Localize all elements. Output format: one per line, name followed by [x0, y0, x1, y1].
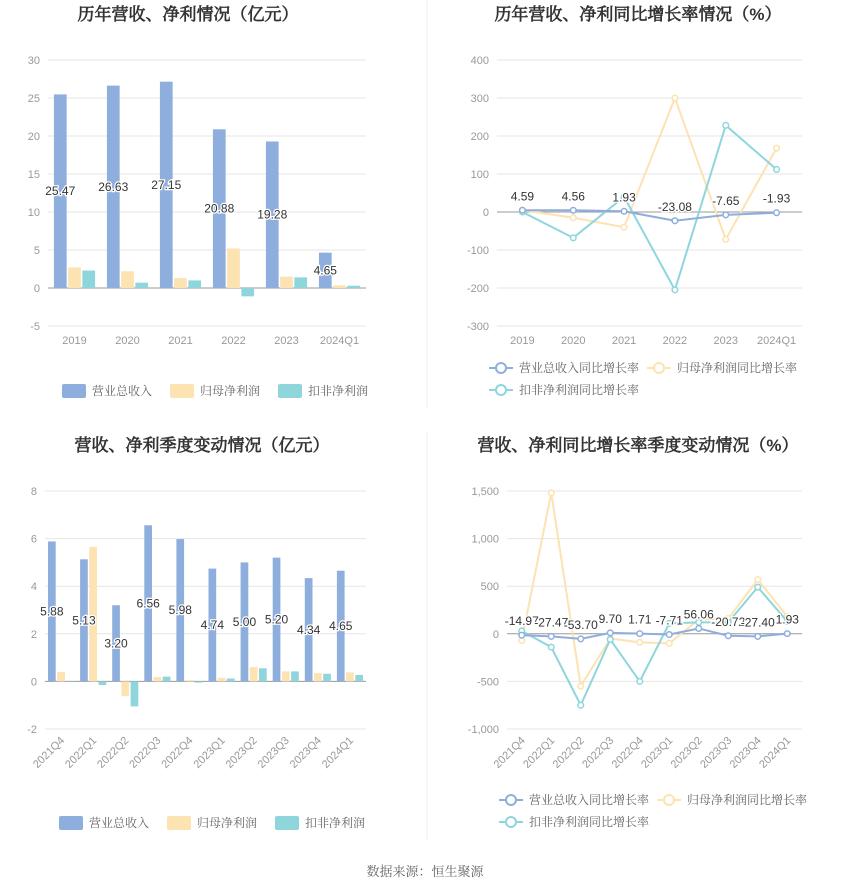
y-tick-label: 100	[470, 169, 489, 181]
legend-label: 归母净利润	[197, 816, 258, 830]
bar-value-label: 4.74	[200, 617, 225, 632]
y-tick-label: 2	[30, 628, 37, 641]
legend-label: 扣非净利润同比增长率	[519, 383, 640, 397]
line-value-label: 9.70	[598, 611, 622, 626]
y-tick-label: 25	[27, 93, 40, 105]
y-tick-label: 10	[27, 207, 40, 219]
x-tick-label: 2021Q4	[491, 734, 528, 771]
y-tick-label: 8	[30, 486, 37, 498]
bar-value-label: 25.47	[45, 184, 76, 199]
bar-value-label: 4.65	[329, 619, 353, 634]
legend-swatch-parent_profit	[170, 384, 194, 398]
point-parent_profit	[755, 577, 761, 583]
bar-value-label: 5.13	[72, 613, 96, 628]
bar-deducted_profit	[131, 681, 139, 706]
y-tick-label: -500	[476, 676, 499, 689]
point-revenue	[725, 633, 731, 639]
legend-label: 营业总收入同比增长率	[519, 361, 640, 375]
y-tick-label: 0	[33, 283, 40, 295]
line-value-label: 1.71	[628, 612, 652, 627]
bar-parent_profit	[227, 248, 240, 288]
y-tick-label: -1,000	[467, 724, 499, 736]
x-tick-label: 2023Q3	[698, 734, 735, 771]
legend-label: 归母净利润同比增长率	[677, 361, 798, 375]
y-tick-label: 0	[30, 676, 37, 689]
point-revenue	[520, 207, 526, 213]
x-tick-label: 2023Q4	[727, 734, 764, 771]
line-value-label: -7.65	[712, 193, 740, 208]
bar-parent_profit	[186, 680, 194, 681]
point-revenue	[637, 631, 643, 637]
y-tick-label: 1,000	[471, 533, 499, 546]
y-tick-label: 0	[482, 207, 489, 219]
point-revenue	[548, 634, 554, 640]
bar-value-label: 4.34	[296, 622, 321, 637]
bar-value-label: 3.20	[104, 636, 128, 651]
bar-parent_profit	[218, 678, 226, 682]
x-tick-label: 2021	[168, 335, 193, 347]
point-revenue	[519, 632, 525, 638]
x-tick-label: 2024Q1	[319, 335, 360, 347]
x-tick-label: 2023Q2	[668, 734, 705, 771]
bar-deducted_profit	[347, 286, 360, 288]
legend-marker-deducted_profit	[506, 817, 516, 827]
line-value-label: 56.06	[683, 607, 714, 622]
y-tick-label: 6	[30, 533, 37, 546]
chart-quarterly-growth	[468, 435, 807, 829]
point-revenue	[723, 212, 729, 218]
line-value-label: -7.71	[655, 613, 683, 628]
x-tick-label: 2021Q4	[30, 734, 68, 771]
legend-marker-deducted_profit	[496, 385, 506, 395]
x-tick-label: 2023	[713, 335, 738, 347]
bar-deducted_profit	[323, 674, 331, 682]
bar-parent_profit	[314, 673, 322, 681]
bar-deducted_profit	[82, 271, 95, 288]
line-value-label: -53.70	[563, 617, 598, 632]
y-tick-label: 300	[470, 93, 489, 105]
x-tick-label: 2020	[561, 335, 586, 347]
legend-marker-revenue	[506, 795, 516, 805]
bar-parent_profit	[282, 671, 290, 681]
x-tick-label: 2024Q1	[319, 734, 357, 771]
point-deducted_profit	[570, 235, 576, 241]
x-tick-label: 2020	[115, 335, 140, 347]
bar-value-label: 5.98	[168, 603, 192, 618]
bar-value-label: 5.20	[264, 612, 289, 627]
point-parent_profit	[774, 145, 780, 151]
legend-label: 扣非净利润	[305, 816, 366, 830]
line-value-label: -27.40	[740, 615, 775, 630]
y-tick-label: 500	[480, 581, 499, 594]
point-revenue	[672, 218, 678, 224]
legend-label: 扣非净利润同比增长率	[529, 815, 650, 829]
chart-quarterly-amount	[27, 435, 366, 830]
point-revenue	[578, 636, 584, 642]
bar-parent_profit	[333, 285, 346, 288]
line-value-label: 1.93	[775, 612, 799, 627]
bar-value-label: 19.28	[257, 207, 288, 222]
legend-marker-parent_profit	[654, 363, 664, 373]
x-tick-label: 2021	[611, 335, 637, 347]
line-value-label: 4.56	[561, 189, 585, 204]
point-deducted_profit	[637, 679, 643, 685]
legend-label: 营业总收入	[92, 384, 153, 398]
x-tick-label: 2022Q1	[63, 734, 100, 771]
legend-label: 扣非净利润	[308, 384, 369, 398]
line-deducted_profit	[522, 587, 788, 705]
point-revenue	[784, 631, 790, 637]
legend-swatch-revenue	[59, 816, 83, 830]
bar-deducted_profit	[294, 277, 307, 288]
point-revenue	[621, 208, 627, 214]
bar-parent_profit	[57, 672, 65, 682]
y-tick-label: 400	[470, 55, 489, 67]
bar-parent_profit	[121, 681, 129, 696]
legend-marker-revenue	[496, 363, 506, 373]
line-value-label: -27.47	[534, 615, 569, 630]
bar-deducted_profit	[241, 288, 254, 296]
bar-deducted_profit	[135, 283, 148, 288]
y-tick-label: 30	[27, 55, 40, 67]
x-tick-label: 2022Q2	[550, 734, 587, 771]
point-parent_profit	[672, 95, 678, 101]
point-deducted_profit	[607, 637, 613, 643]
x-tick-label: 2024Q1	[757, 734, 794, 771]
point-deducted_profit	[755, 584, 761, 590]
bar-deducted_profit	[195, 681, 203, 682]
y-tick-label: 20	[27, 131, 40, 143]
y-tick-label: 15	[27, 169, 40, 181]
point-deducted_profit	[723, 123, 729, 129]
bar-value-label: 4.65	[313, 263, 337, 278]
point-deducted_profit	[548, 644, 554, 650]
y-tick-label: -300	[466, 321, 489, 333]
y-tick-label: 4	[30, 581, 37, 594]
bar-parent_profit	[250, 667, 258, 681]
point-deducted_profit	[774, 167, 780, 173]
line-parent_profit	[522, 98, 776, 239]
y-tick-label: -200	[466, 283, 489, 295]
bar-value-label: 5.00	[232, 614, 257, 629]
point-revenue	[607, 630, 613, 636]
line-value-label: -20.72	[711, 614, 746, 629]
bar-parent_profit	[121, 271, 134, 288]
point-parent_profit	[548, 490, 554, 496]
x-tick-label: 2023Q1	[639, 734, 676, 771]
line-value-label: 1.93	[612, 190, 636, 205]
point-revenue	[696, 626, 702, 632]
chart-title: 营收、净利同比增长率季度变动情况（%）	[477, 436, 799, 455]
point-parent_profit	[578, 683, 584, 689]
y-tick-label: 1,500	[471, 486, 499, 498]
x-tick-label: 2023Q1	[191, 734, 228, 771]
point-revenue	[666, 632, 672, 638]
chart-title: 营收、净利季度变动情况（亿元）	[74, 436, 330, 455]
x-tick-label: 2023Q4	[287, 734, 324, 771]
y-tick-label: -100	[466, 245, 489, 257]
y-tick-label: -2	[27, 724, 37, 736]
point-revenue	[570, 207, 576, 213]
x-tick-label: 2022	[662, 335, 688, 347]
point-parent_profit	[666, 641, 672, 647]
bar-deducted_profit	[227, 679, 235, 682]
x-tick-label: 2024Q1	[757, 335, 797, 347]
x-tick-label: 2022Q3	[580, 734, 617, 771]
chart-annual-growth	[467, 4, 802, 397]
data-source-note: 数据来源：恒生聚源	[366, 864, 484, 879]
legend-swatch-deducted_profit	[278, 384, 302, 398]
legend-label: 营业总收入	[89, 816, 150, 830]
bar-value-label: 27.15	[151, 177, 182, 192]
point-parent_profit	[621, 224, 627, 230]
bar-parent_profit	[346, 672, 354, 681]
legend-marker-parent_profit	[664, 795, 674, 805]
bar-parent_profit	[68, 267, 81, 288]
legend-swatch-parent_profit	[167, 816, 191, 830]
legend-label: 归母净利润	[200, 384, 261, 398]
y-tick-label: -5	[30, 321, 40, 333]
line-value-label: -23.08	[657, 199, 692, 214]
bar-parent_profit	[280, 277, 293, 288]
bar-deducted_profit	[99, 681, 107, 685]
bar-deducted_profit	[188, 280, 201, 288]
point-deducted_profit	[578, 702, 584, 708]
legend-swatch-deducted_profit	[275, 816, 299, 830]
point-parent_profit	[637, 640, 643, 646]
bar-deducted_profit	[163, 677, 171, 682]
y-tick-label: 0	[492, 628, 499, 641]
legend-label: 归母净利润同比增长率	[687, 793, 808, 807]
point-parent_profit	[570, 215, 576, 221]
chart-title: 历年营收、净利情况（亿元）	[77, 5, 299, 24]
bar-deducted_profit	[259, 668, 267, 681]
x-tick-label: 2019	[510, 335, 535, 347]
x-tick-label: 2022Q4	[159, 734, 196, 771]
bar-value-label: 26.63	[98, 179, 129, 194]
x-tick-label: 2022	[221, 335, 246, 347]
x-tick-label: 2022Q4	[609, 734, 646, 771]
x-tick-label: 2019	[62, 335, 87, 347]
line-value-label: 4.59	[510, 189, 535, 204]
bar-value-label: 20.88	[204, 201, 235, 216]
point-parent_profit	[723, 237, 729, 243]
x-tick-label: 2023Q2	[223, 734, 260, 771]
bar-parent_profit	[153, 677, 161, 681]
x-tick-label: 2022Q3	[127, 734, 164, 771]
x-tick-label: 2022Q1	[521, 734, 558, 771]
bar-value-label: 6.56	[136, 596, 160, 611]
y-tick-label: 5	[33, 245, 40, 257]
bar-deducted_profit	[291, 671, 299, 681]
point-deducted_profit	[672, 287, 678, 293]
x-tick-label: 2023Q3	[255, 734, 292, 771]
x-tick-label: 2022Q2	[95, 734, 132, 771]
y-tick-label: 200	[470, 131, 489, 143]
bar-parent_profit	[174, 278, 187, 288]
chart-title: 历年营收、净利同比增长率情况（%）	[494, 5, 782, 24]
point-revenue	[774, 210, 780, 216]
legend-swatch-revenue	[62, 384, 86, 398]
bar-deducted_profit	[66, 681, 74, 682]
bar-deducted_profit	[355, 675, 363, 681]
chart-annual-amount	[28, 4, 368, 398]
point-revenue	[755, 634, 761, 640]
line-parent_profit	[522, 493, 788, 686]
legend-label: 营业总收入同比增长率	[529, 793, 650, 807]
x-tick-label: 2023	[274, 335, 299, 347]
bar-value-label: 5.88	[40, 604, 64, 619]
line-value-label: -14.97	[504, 614, 539, 629]
line-value-label: -1.93	[762, 191, 791, 206]
